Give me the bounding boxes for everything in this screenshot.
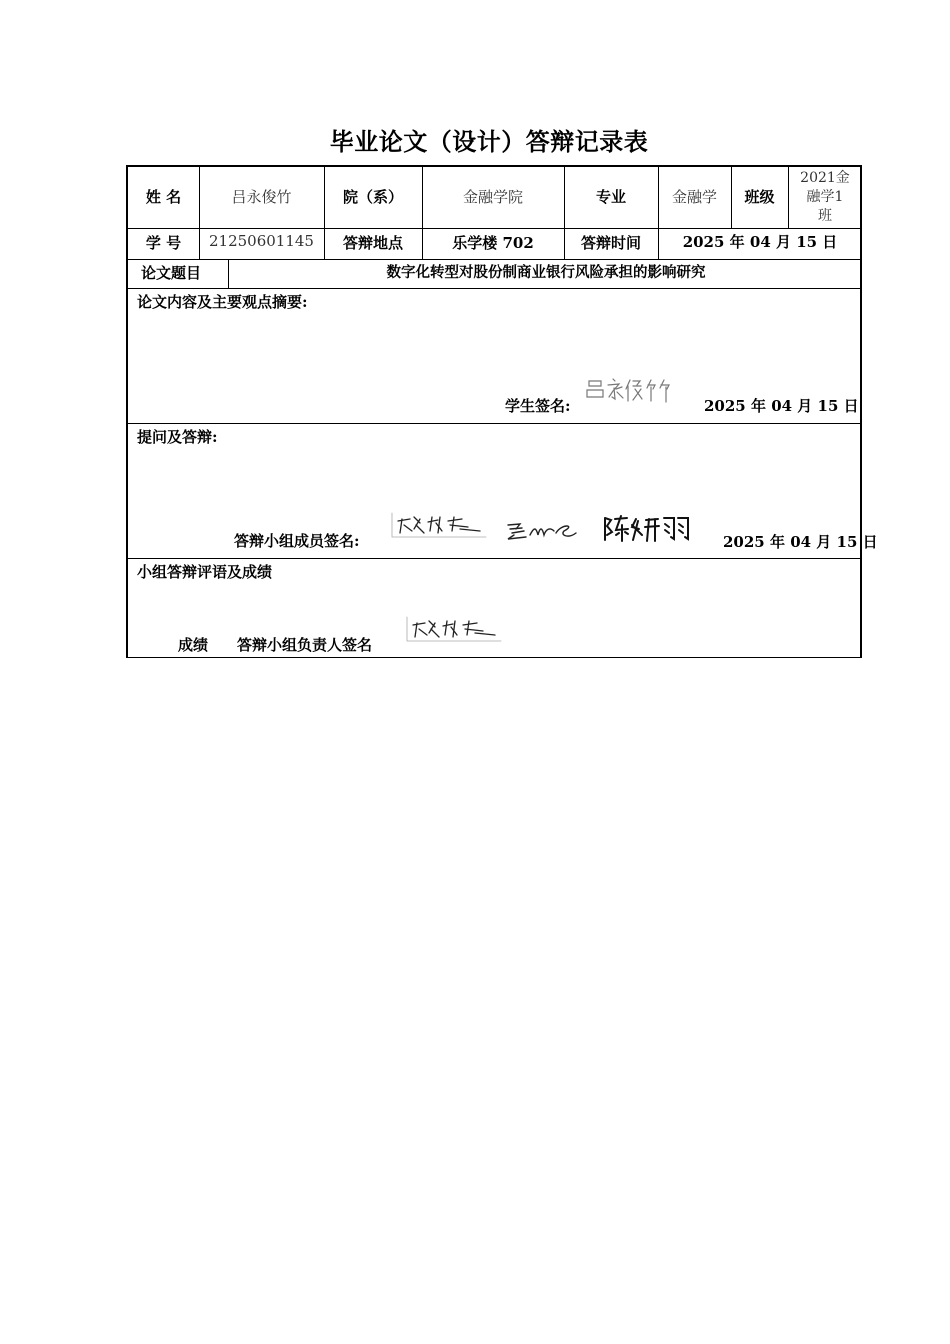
summary-date: 2025 年 04 月 15 日 xyxy=(704,397,859,415)
member-signature-1 xyxy=(390,511,488,541)
leader-signature xyxy=(405,615,503,645)
topic-label: 论文题目 xyxy=(140,264,201,282)
student-sign-label: 学生签名: xyxy=(505,397,571,415)
student-id-label: 学 号 xyxy=(145,234,182,252)
department-label: 院（系） xyxy=(342,188,403,206)
class-label: 班级 xyxy=(744,188,775,206)
time-value: 2025 年 04 月 15 日 xyxy=(682,232,838,251)
department-value: 金融学院 xyxy=(462,188,523,206)
student-signature xyxy=(585,375,677,407)
defense-record-form xyxy=(126,165,878,658)
student-id-value: 21250601145 xyxy=(209,232,314,250)
leader-sign-label: 答辩小组负责人签名 xyxy=(237,636,373,654)
member-signature-2 xyxy=(504,517,578,543)
row-divider xyxy=(128,558,860,559)
major-value: 金融学 xyxy=(671,188,717,206)
name-value: 吕永俊竹 xyxy=(231,188,292,206)
qa-date: 2025 年 04 月 15 日 xyxy=(723,533,878,551)
major-label: 专业 xyxy=(595,188,626,206)
time-label: 答辩时间 xyxy=(580,234,641,252)
name-label: 姓 名 xyxy=(145,188,182,206)
location-value: 乐学楼 702 xyxy=(452,234,534,252)
location-label: 答辩地点 xyxy=(342,234,403,252)
col-divider xyxy=(788,167,789,228)
form-title: 毕业论文（设计）答辩记录表 xyxy=(329,127,649,156)
grade-label: 成绩 xyxy=(178,636,209,654)
member-signature-3 xyxy=(602,513,694,543)
qa-label: 提问及答辩: xyxy=(137,428,218,446)
members-sign-label: 答辩小组成员签名: xyxy=(234,532,360,550)
comments-label: 小组答辩评语及成绩 xyxy=(137,563,273,581)
class-value: 2021金融学1班 xyxy=(800,170,850,224)
summary-label: 论文内容及主要观点摘要: xyxy=(137,293,308,311)
row-divider xyxy=(128,288,860,289)
topic-value: 数字化转型对股份制商业银行风险承担的影响研究 xyxy=(386,264,706,281)
row-divider xyxy=(128,423,860,424)
